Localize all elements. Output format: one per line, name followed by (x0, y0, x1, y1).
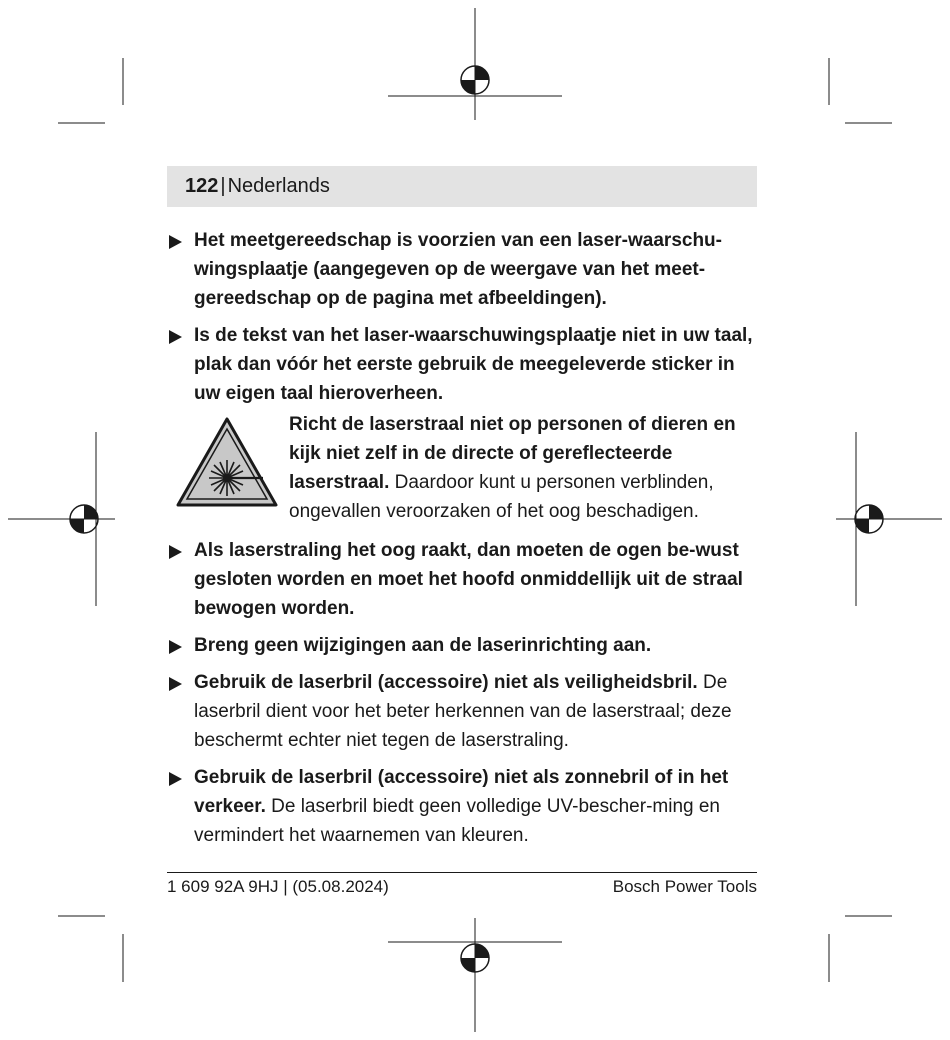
warning-bold-text: Richt de laserstraal niet op personen of dieren en kijk niet zelf in de directe of gereflecteerde laserstraal. (289, 414, 736, 493)
bullet-triangle-icon (169, 330, 182, 344)
page-footer (167, 872, 757, 899)
bullet-triangle-icon (169, 677, 182, 691)
item-bold-text: Het meetgereedschap is voorzien van een laser-waarschu-wingsplaatje (aangegeven op de weergave van het meet-gereedschap op de pagina met afbeeldingen). (194, 230, 722, 309)
laser-warning-block (167, 416, 759, 530)
list-item (167, 536, 759, 623)
list-item (167, 321, 759, 408)
page-number: 122 (185, 175, 219, 197)
brand-name: Bosch Power Tools (612, 877, 757, 896)
laser-warning-icon (175, 416, 279, 508)
item-bold-text: Gebruik de laserbril (accessoire) niet als veiligheidsbril. (194, 672, 698, 693)
header-language: Nederlands (227, 175, 330, 197)
item-bold-text: Is de tekst van het laser-waarschuwingsplaatje niet in uw taal, plak dan vóór het eerste gebruik de meegeleverde sticker in uw eigen taal hieroverheen. (194, 325, 753, 404)
bullet-triangle-icon (169, 545, 182, 559)
header-separator: | (220, 175, 226, 197)
bullet-triangle-icon (169, 235, 182, 249)
page-header (167, 166, 757, 207)
bullet-triangle-icon (169, 772, 182, 786)
document-code: 1 609 92A 9HJ | (05.08.2024) (167, 877, 389, 896)
bullet-triangle-icon (169, 640, 182, 654)
item-bold-text: Breng geen wijzigingen aan de laserinrichting aan. (194, 635, 652, 656)
item-text: De laserbril dient voor het beter herkennen van de laserstraal; deze beschermt echter niet tegen de laserstraling. (194, 672, 732, 751)
list-item (167, 668, 759, 755)
list-item (167, 226, 759, 313)
laser-warning-text (289, 410, 759, 526)
item-text: De laserbril biedt geen volledige UV-bescher-ming en vermindert het waarnemen van kleuren. (194, 796, 720, 846)
registration-mark-top (461, 66, 489, 94)
warning-text: Daardoor kunt u personen verblinden, ongevallen veroorzaken of het oog beschadigen. (289, 472, 714, 522)
registration-mark-right (855, 505, 883, 533)
safety-instructions (167, 226, 759, 858)
list-item (167, 631, 759, 660)
registration-mark-bottom (461, 944, 489, 972)
item-bold-text: Gebruik de laserbril (accessoire) niet als zonnebril of in het verkeer. (194, 767, 729, 817)
list-item (167, 763, 759, 850)
registration-mark-left (70, 505, 98, 533)
item-bold-text: Als laserstraling het oog raakt, dan moeten de ogen be-wust gesloten worden en moet het hoofd onmiddellijk uit de straal bewogen worden. (194, 540, 743, 619)
